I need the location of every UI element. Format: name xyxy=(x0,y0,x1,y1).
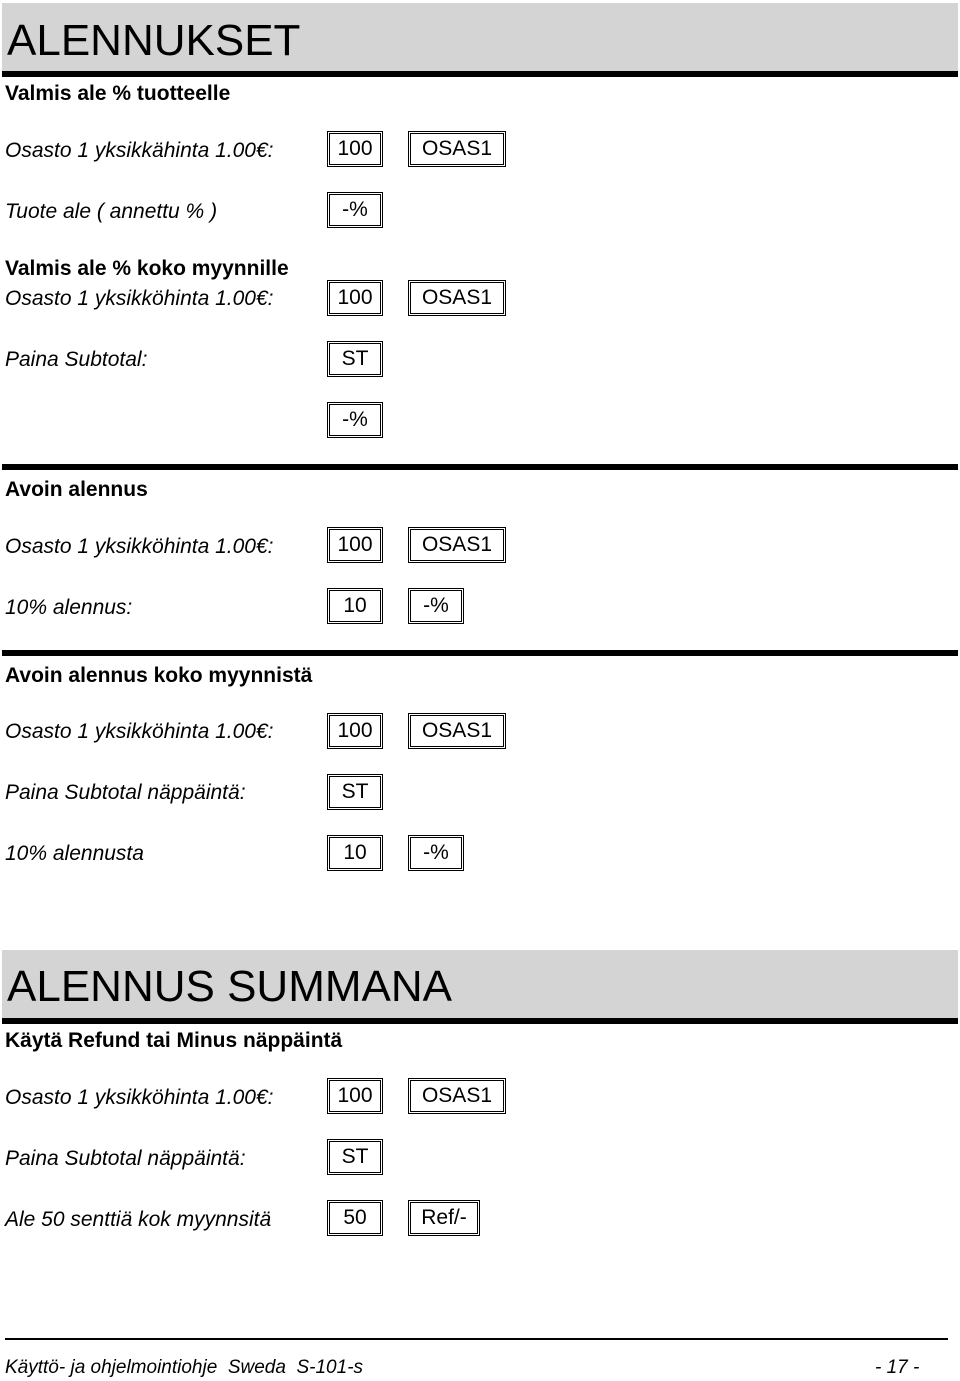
key-10: 10 xyxy=(327,588,383,624)
row-label: Osasto 1 yksikköhinta 1.00€: xyxy=(5,287,274,310)
block-heading: Valmis ale % koko myynnille xyxy=(5,257,289,280)
section-header-alennukset xyxy=(2,3,958,77)
key-osas1: OSAS1 xyxy=(408,527,506,563)
row-label: Osasto 1 yksikköhinta 1.00€: xyxy=(5,535,274,558)
section-title: ALENNUKSET xyxy=(7,16,301,65)
row-label: Ale 50 senttiä kok myynnsitä xyxy=(5,1208,272,1231)
row-label: Osasto 1 yksikköhinta 1.00€: xyxy=(5,1086,274,1109)
row-label: Paina Subtotal näppäintä: xyxy=(5,781,246,804)
block-heading: Avoin alennus koko myynnistä xyxy=(5,664,313,687)
footer-manual-title: Käyttö- ja ohjelmointiohje Sweda S-101-s xyxy=(5,1357,364,1378)
key-percent-minus: -% xyxy=(327,402,383,438)
block-heading: Valmis ale % tuotteelle xyxy=(5,82,231,105)
row-label: 10% alennus: xyxy=(5,596,133,619)
key-osas1: OSAS1 xyxy=(408,1078,506,1114)
section-divider xyxy=(2,650,958,656)
key-percent-minus: -% xyxy=(408,588,464,624)
key-100: 100 xyxy=(327,527,383,563)
key-100: 100 xyxy=(327,1078,383,1114)
key-100: 100 xyxy=(327,131,383,167)
key-percent-minus: -% xyxy=(327,192,383,228)
block-heading: Käytä Refund tai Minus näppäintä xyxy=(5,1029,343,1052)
key-50: 50 xyxy=(327,1200,383,1236)
row-label: Tuote ale ( annettu % ) xyxy=(5,200,218,223)
footer-rule xyxy=(5,1338,948,1340)
row-label: Osasto 1 yksikkähinta 1.00€: xyxy=(5,139,274,162)
key-100: 100 xyxy=(327,713,383,749)
key-subtotal: ST xyxy=(327,1139,383,1175)
footer-page-number: - 17 - xyxy=(875,1357,920,1378)
row-label: 10% alennusta xyxy=(5,842,144,865)
key-10: 10 xyxy=(327,835,383,871)
key-osas1: OSAS1 xyxy=(408,131,506,167)
key-percent-minus: -% xyxy=(408,835,464,871)
key-osas1: OSAS1 xyxy=(408,713,506,749)
row-label: Paina Subtotal näppäintä: xyxy=(5,1147,246,1170)
block-heading: Avoin alennus xyxy=(5,478,148,501)
section-title: ALENNUS SUMMANA xyxy=(7,962,452,1011)
section-divider xyxy=(2,464,958,470)
key-osas1: OSAS1 xyxy=(408,280,506,316)
row-label: Osasto 1 yksikköhinta 1.00€: xyxy=(5,720,274,743)
section-header-summana xyxy=(2,950,958,1024)
key-100: 100 xyxy=(327,280,383,316)
key-subtotal: ST xyxy=(327,341,383,377)
key-subtotal: ST xyxy=(327,774,383,810)
row-label: Paina Subtotal: xyxy=(5,348,148,371)
key-refund-minus: Ref/- xyxy=(408,1200,480,1236)
